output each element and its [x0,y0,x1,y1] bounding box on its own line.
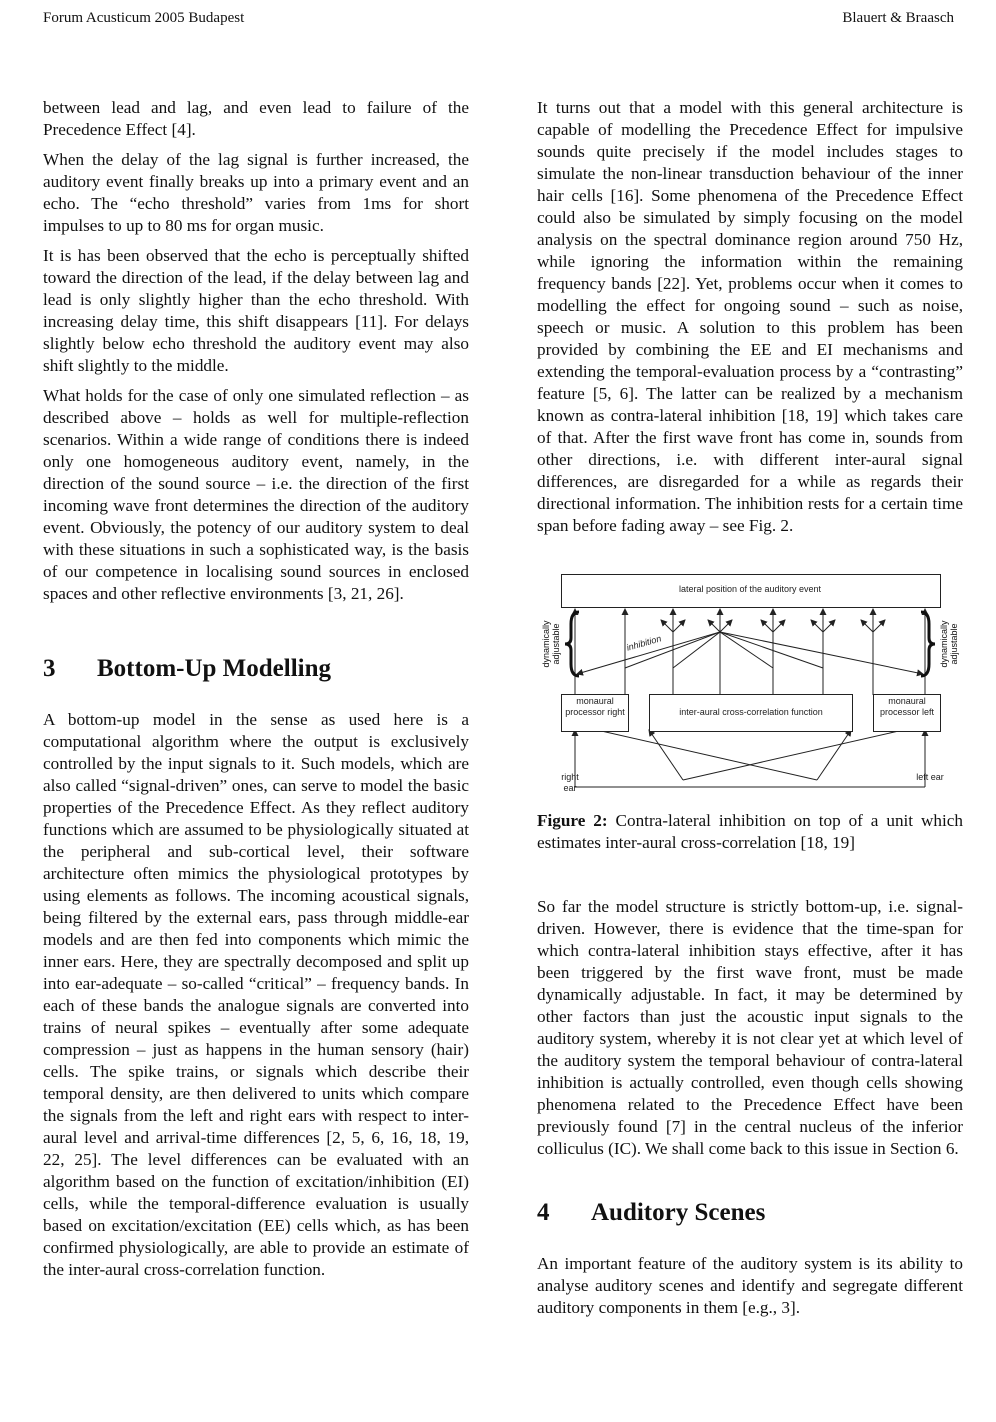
left-column [43,97,469,1289]
paragraph: between lead and lag, and even lead to failure of the Precedence Effect [4]. [43,98,469,139]
left-ear-label: left ear [916,772,944,782]
iacc-label: inter-aural cross-correlation function [679,707,823,717]
caption-text: Contra-lateral inhibition on top of a unit which estimates inter-aural cross-correlation [18, 19] [537,811,963,852]
section-number: 4 [537,1199,550,1226]
section-title: Bottom-Up Modelling [97,655,332,682]
right-ear-label: right ear [561,772,579,793]
paragraph: What holds for the case of only one simulated reflection – as described above – holds as well for multiple-reflection scenarios. Within a wide range of conditions there is indeed only one homogeneous auditory event, namely, in the direction of the sound source – i.e. the direction of the first incoming wave front determines the direction of the auditory event. Obviously, the potency of our auditory system to deal with these situations in such a sophisticated way, is the basis of our competence in localising sound sources in enclosed spaces and other reflective environments [3, 21, 26]. [43,386,469,603]
figure-diagram [537,572,963,798]
section-heading [43,654,469,684]
caption-label: Figure 2: [537,811,608,830]
paragraph: When the delay of the lag signal is further increased, the auditory event finally breaks up into a primary event and an echo. The “echo threshold” varies from 1ms for short impulses to up to 80 ms for organ music. [43,150,469,235]
paragraph: It turns out that a model with this general architecture is capable of modelling the Precedence Effect for impulsive sounds quite precisely if the model includes stages to simulate the non-linear transduction behaviour of the inner hair cells [16]. Some phenomena of the Precedence Effect could also be simulated by simply focusing on the model analysis on the spectral dominance region around 750 Hz, while ignoring the information within the remaining frequency bands [22]. Yet, problems occur when it comes to modelling the effect for ongoing sound – such as noise, speech or music. A solution to this problem has been provided by combining the EE and EI mechanisms and extending the temporal-evaluation process by a “contrasting” feature [5, 6]. The latter can be realized by a mechanism known as contra-lateral inhibition [18, 19] which takes care of that. After the first wave front has come in, sounds from other directions, i.e. with different inter-aural signal differences, are disregarded for a while as regards their directional information. The inhibition rests for a certain time span before fading away – see Fig. 2. [537,98,963,535]
section-number: 3 [43,655,56,682]
paragraph: An important feature of the auditory system is its ability to analyse auditory scenes and identify and segregate different auditory components in them [e.g., 3]. [537,1254,963,1317]
figure-caption [537,810,963,854]
monaural-processor-left-label: monaural processor left [879,696,935,717]
section-heading [537,1198,963,1228]
top-box-label: lateral position of the auditory event [678,584,822,594]
paragraph: A bottom-up model in the sense as used here is a computational algorithm where the output is exclusively controlled by the input signals to it. Such models, which are also called “signal-driven” ones, can serve to model the basic properties of the Precedence Effect. As they reflect auditory functions which are assumed to be physiologically situated at the peripheral and sub-cortical level, their software architecture often mimics the physiological prototypes by using elements as follows. The incoming acoustical signals, being filtered by the external ears, pass through middle-ear models and are then fed into components which mimic the inner ears. Here, they are spectrally decomposed and split up into ear-adequate – so-called “critical” – frequency bands. In each of these bands the analogue signals are converted into trains of neural spikes – eventually after some adequate compression – just as happens in the human sensory (hair) cells. The spike trains, or signals which describe their temporal density, are then delivered to units which compare the signals from the left and right ears with respect to inter-aural level and arrival-time differences [2, 5, 6, 16, 18, 19, 22, 25]. The level differences can be evaluated with an algorithm based on the function of excitation/inhibition (EI) cells, while the temporal-difference evaluation is usually based on excitation/excitation (EE) cells which, as has been confirmed physiologically, are able to provide an estimate of the inter-aural cross-correlation function. [43,710,469,1279]
section-title: Auditory Scenes [591,1199,766,1226]
running-header-left: Forum Acusticum 2005 Budapest [43,10,245,26]
running-header-right: Blauert & Braasch [842,10,954,26]
paragraph: It is has been observed that the echo is perceptually shifted toward the direction of the lead, if the delay between lag and lead is only slightly higher than the echo threshold. With increasing delay time, this shift disappears [11]. For delays slightly below echo threshold the auditory event may also shift slightly to the middle. [43,246,469,375]
inhibition-label: inhibition [625,633,663,653]
right-column [537,97,963,1327]
dyn-label-right: dynamically adjustable [939,620,959,668]
dyn-label-left: dynamically adjustable [541,620,561,668]
monaural-processor-right-label: monaural processor right [565,696,625,717]
paragraph: So far the model structure is strictly bottom-up, i.e. signal-driven. However, there is evidence that the time-span for which contra-lateral inhibition stays effective, after it has been triggered by the first wave front, must be made dynamically adjustable. In fact, it may be determined by other factors than just the acoustic input signals to the auditory system, whereby it is not clear yet at which level of the auditory system the temporal behaviour of contra-lateral inhibition is actually controlled, even though cells showing phenomena related to the Precedence Effect have been previously found [7] in the central nucleus of the inferior colliculus (IC). We shall come back to this issue in Section 6. [537,897,963,1158]
